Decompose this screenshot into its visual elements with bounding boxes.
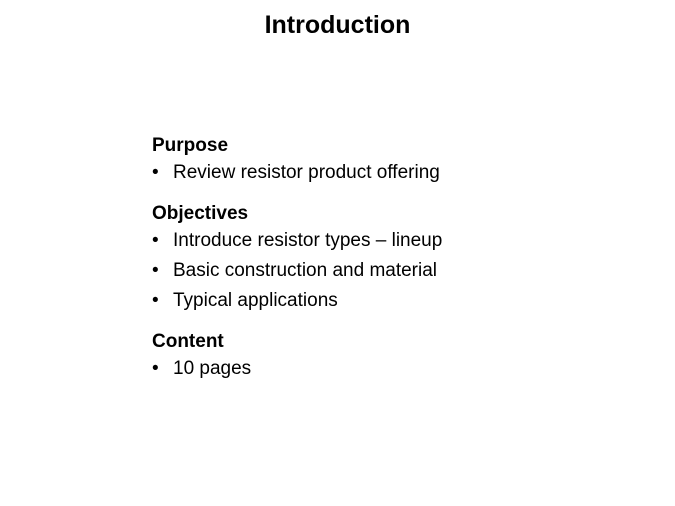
section-heading: Purpose <box>152 135 229 156</box>
bullet-icon: • <box>152 230 159 251</box>
bullet-text: 10 pages <box>173 358 252 379</box>
bullet-item <box>152 256 632 286</box>
bullet-item <box>152 158 632 188</box>
section-heading: Objectives <box>152 203 249 224</box>
bullet-list <box>152 354 632 384</box>
bullet-icon: • <box>152 358 159 379</box>
bullet-text: Basic construction and material <box>173 260 438 281</box>
section-purpose <box>152 133 632 188</box>
bullet-list <box>152 158 632 188</box>
bullet-list <box>152 226 632 316</box>
bullet-icon: • <box>152 162 159 183</box>
section-objectives <box>152 201 632 316</box>
section-heading: Content <box>152 331 224 352</box>
bullet-item <box>152 354 632 384</box>
bullet-item <box>152 226 632 256</box>
bullet-item <box>152 286 632 316</box>
slide-content <box>152 133 632 397</box>
bullet-text: Typical applications <box>173 290 338 311</box>
section-content <box>152 329 632 384</box>
slide-title: Introduction <box>264 11 411 39</box>
bullet-icon: • <box>152 290 159 311</box>
bullet-icon: • <box>152 260 159 281</box>
bullet-text: Introduce resistor types – lineup <box>173 230 443 251</box>
bullet-text: Review resistor product offering <box>173 162 440 183</box>
